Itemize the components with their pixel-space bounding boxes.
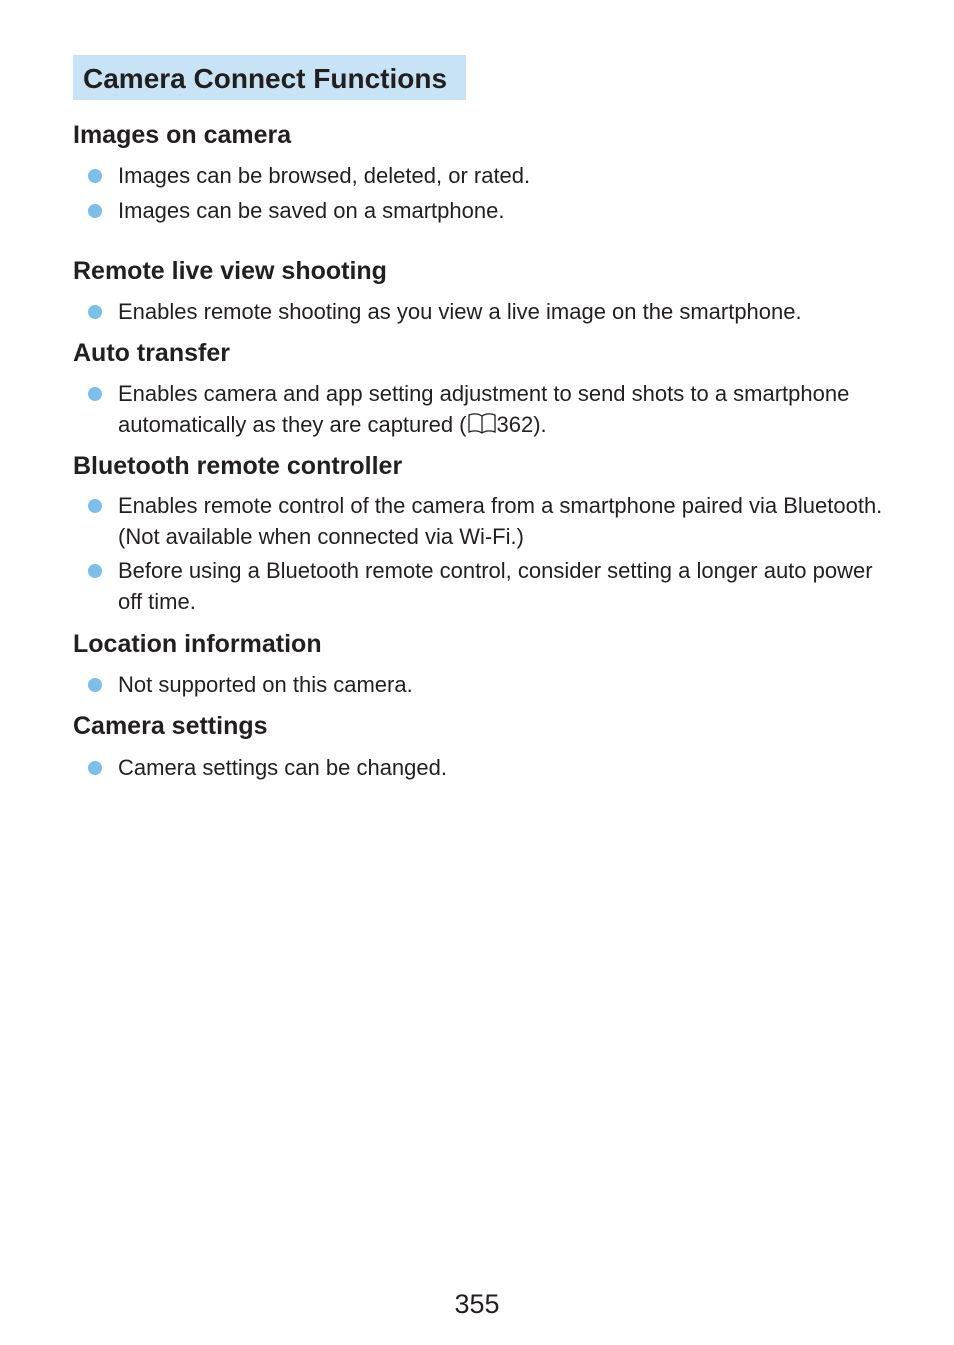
item-text: Enables remote shooting as you view a live image on the smartphone.: [118, 299, 802, 324]
page-number: 355: [454, 1289, 500, 1319]
section-heading: Camera settings: [73, 712, 268, 740]
section-heading: Bluetooth remote controller: [73, 452, 403, 480]
section-bluetooth-remote: [73, 451, 893, 617]
item-text: Images can be browsed, deleted, or rated.: [118, 163, 531, 188]
bullet-dot-icon: [88, 499, 102, 513]
item-text: Images can be saved on a smartphone.: [118, 198, 505, 223]
list-item: [73, 296, 893, 327]
list-item: [73, 160, 893, 191]
bullet-dot-icon: [88, 678, 102, 692]
bullet-dot-icon: [88, 169, 102, 183]
list-item: [73, 752, 893, 783]
bullet-dot-icon: [88, 305, 102, 319]
section-location-information: [73, 629, 893, 700]
item-text-end: ).: [533, 412, 547, 437]
item-text: Before using a Bluetooth remote control, consider setting a longer auto power off time.: [118, 558, 873, 614]
bullet-dot-icon: [88, 761, 102, 775]
book-icon: [467, 411, 497, 442]
item-text: Enables camera and app setting adjustment to send shots to a smartphone automatically as they are captured (: [118, 381, 850, 437]
list-item: [73, 378, 893, 442]
page-title: Camera Connect Functions: [73, 55, 466, 100]
section-auto-transfer: [73, 338, 893, 442]
list-item: [73, 669, 893, 700]
bullet-dot-icon: [88, 564, 102, 578]
section-heading: Remote live view shooting: [73, 257, 387, 285]
item-text: Enables remote control of the camera from a smartphone paired via Bluetooth. (Not available when connected via Wi-Fi.): [118, 493, 883, 549]
section-camera-settings: [73, 711, 893, 783]
list-item: [73, 490, 893, 552]
item-text: Not supported on this camera.: [118, 672, 413, 697]
page-reference[interactable]: 362: [496, 412, 534, 437]
section-heading: Location information: [73, 630, 322, 658]
section-images-on-camera: [73, 120, 893, 226]
list-item: [73, 555, 893, 617]
section-heading: Auto transfer: [73, 339, 230, 367]
bullet-dot-icon: [88, 204, 102, 218]
section-remote-live-view: [73, 256, 893, 327]
section-heading: Images on camera: [73, 121, 292, 149]
bullet-dot-icon: [88, 387, 102, 401]
list-item: [73, 195, 893, 226]
item-text: Camera settings can be changed.: [118, 755, 447, 780]
